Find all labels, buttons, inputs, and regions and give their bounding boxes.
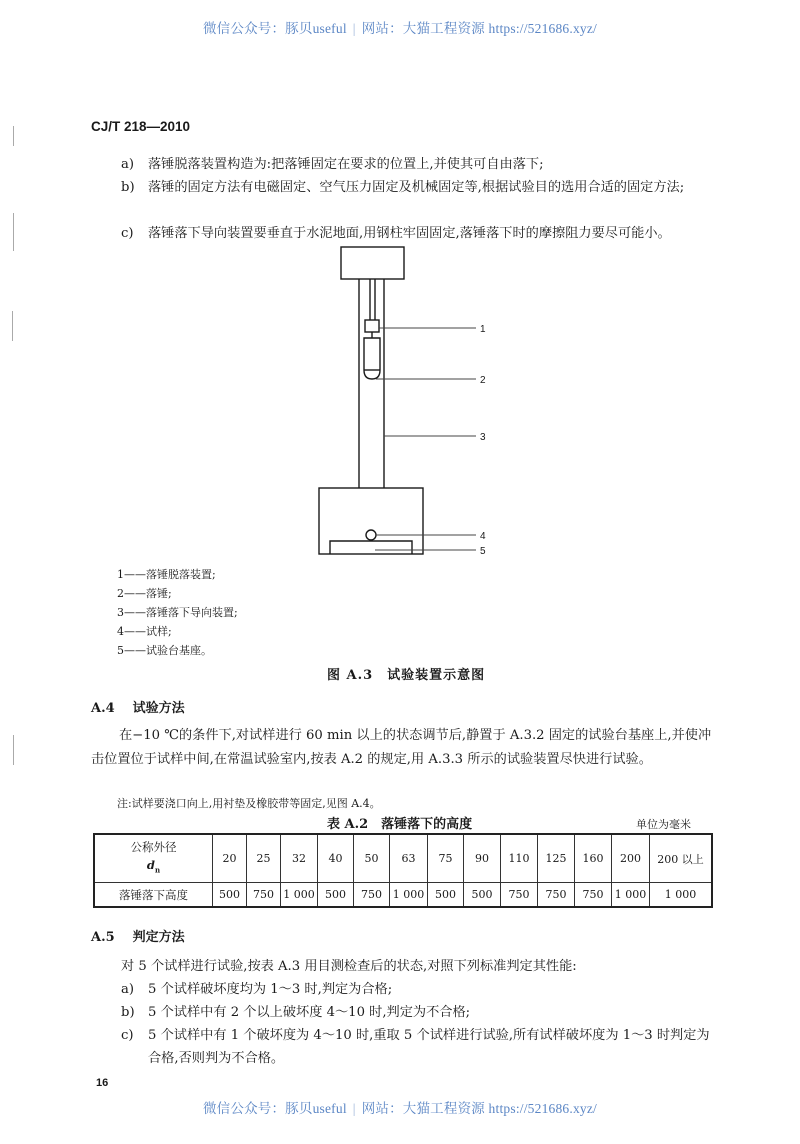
- item-label: a): [121, 157, 135, 172]
- item-text: 落锤落下导向装置要垂直于水泥地面,用钢柱牢固固定,落锤落下时的摩擦阻力要尽可能小。: [148, 226, 671, 241]
- criteria-item-c: [121, 1024, 721, 1070]
- item-label: c): [121, 226, 134, 241]
- table-cell: 1 000: [650, 883, 713, 908]
- table-cell: 750: [247, 883, 281, 908]
- criteria-item-b: [121, 1001, 721, 1024]
- table-unit: 单位为毫米: [636, 818, 691, 831]
- apparatus-item-a: [121, 153, 721, 176]
- item-text: 5 个试样破坏度均为 1～3 时,判定为合格;: [148, 982, 393, 997]
- callout-5: 5: [480, 546, 486, 557]
- margin-mark: [12, 311, 13, 341]
- legend-item-1: 1——落锤脱落装置;: [117, 568, 216, 581]
- criteria-item-a: [121, 978, 721, 1001]
- table-cell: 750: [354, 883, 390, 908]
- specimen-circle: [366, 530, 376, 540]
- section-title: 试验方法: [132, 701, 185, 716]
- item-text: 5 个试样中有 2 个以上破坏度 4～10 时,判定为不合格;: [148, 1005, 471, 1020]
- section-a5-heading: [91, 926, 185, 945]
- section-title: 判定方法: [132, 930, 185, 945]
- item-label: a): [121, 982, 135, 997]
- table-cell: 125: [538, 834, 575, 883]
- section-a4-paragraph: 在−10 ℃的条件下,对试样进行 60 min 以上的状态调节后,静置于 A.3.2 固定的试验台基座上,并使冲击位置位于试样中间,在常温试验室内,按表 A.2 的规定,用 A.3.3 所示的试验装置尽快进行试验。: [91, 728, 712, 767]
- test-bed: [330, 541, 412, 554]
- page-number: 16: [96, 1077, 109, 1089]
- watermark-wechat: 微信公众号：豚贝useful: [202, 1101, 347, 1116]
- table-cell: 63: [390, 834, 428, 883]
- table-cell: 200 以上: [650, 834, 713, 883]
- callout-2: 2: [480, 375, 486, 386]
- table-cell: 750: [501, 883, 538, 908]
- holder-part: [365, 320, 379, 332]
- watermark-separator: |: [352, 21, 356, 36]
- table-cell: 40: [318, 834, 354, 883]
- table-cell: 1 000: [390, 883, 428, 908]
- table-cell: 75: [428, 834, 464, 883]
- header-text: 公称外径: [130, 839, 177, 854]
- legend-item-2: 2——落锤;: [117, 587, 172, 600]
- callout-4: 4: [480, 531, 486, 542]
- margin-mark: [13, 213, 14, 251]
- item-text: 5 个试样中有 1 个破坏度为 4～10 时,重取 5 个试样进行试验,所有试样破坏度为 1～3 时判定为合格,否则判为不合格。: [148, 1028, 710, 1066]
- table-cell: 160: [575, 834, 612, 883]
- table-cell: 750: [575, 883, 612, 908]
- item-label: c): [121, 1028, 134, 1043]
- item-label: b): [121, 1005, 135, 1020]
- legend-item-5: 5——试验台基座。: [117, 644, 212, 657]
- table-cell: 500: [213, 883, 247, 908]
- standard-code: CJ/T 218—2010: [91, 119, 191, 134]
- section-a4-heading: [91, 697, 185, 716]
- table-cell: 1 000: [612, 883, 650, 908]
- table-cell: 200: [612, 834, 650, 883]
- table-cell: 32: [281, 834, 318, 883]
- base-enclosure: [319, 488, 423, 554]
- section-number: A.4: [91, 701, 115, 716]
- table-cell: 20: [213, 834, 247, 883]
- figure-caption: 图 A.3 试验装置示意图: [327, 668, 486, 683]
- table-row-height: [94, 883, 712, 908]
- legend-item-4: 4——试样;: [117, 625, 172, 638]
- table-row-diameter: [94, 834, 712, 883]
- item-text: 落锤的固定方法有电磁固定、空气压力固定及机械固定等,根据试验目的选用合适的固定方法;: [148, 180, 685, 195]
- section-number: A.5: [91, 930, 115, 945]
- drop-hammer: [364, 338, 380, 379]
- table-cell: 90: [464, 834, 501, 883]
- table-cell: 25: [247, 834, 281, 883]
- apparatus-diagram: [300, 240, 500, 565]
- margin-mark: [13, 126, 14, 146]
- section-a5-intro: 对 5 个试样进行试验,按表 A.3 用目测检查后的状态,对照下列标准判定其性能:: [121, 959, 577, 974]
- margin-mark: [13, 735, 14, 765]
- release-device-box: [341, 247, 404, 279]
- bottom-watermark: [0, 1097, 800, 1117]
- watermark-wechat: 微信公众号：豚贝useful: [202, 21, 347, 36]
- table-cell: 500: [464, 883, 501, 908]
- table-cell: 500: [318, 883, 354, 908]
- watermark-separator: |: [352, 1101, 356, 1116]
- drop-height-table: [93, 833, 713, 908]
- row-header-height: 落锤落下高度: [94, 883, 213, 908]
- table-cell: 50: [354, 834, 390, 883]
- callout-3: 3: [480, 432, 486, 443]
- table-cell: 1 000: [281, 883, 318, 908]
- watermark-site[interactable]: 网站：大猫工程资源 https://521686.xyz/: [361, 1101, 597, 1116]
- watermark-site[interactable]: 网站：大猫工程资源 https://521686.xyz/: [361, 21, 597, 36]
- item-label: b): [121, 180, 135, 195]
- item-text: 落锤脱落装置构造为:把落锤固定在要求的位置上,并使其可自由落下;: [148, 157, 544, 172]
- table-caption: 表 A.2 落锤落下的高度: [327, 817, 473, 832]
- table-cell: 500: [428, 883, 464, 908]
- apparatus-item-b: [121, 176, 721, 199]
- section-a4-note: 注:试样要浇口向上,用衬垫及橡胶带等固定,见图 A.4。: [117, 797, 381, 810]
- legend-item-3: 3——落锤落下导向装置;: [117, 606, 238, 619]
- dn-symbol: $d_n$: [146, 857, 161, 875]
- callout-1: 1: [480, 324, 486, 335]
- top-watermark: [0, 17, 800, 37]
- row-header-diameter: [94, 834, 213, 883]
- table-cell: 110: [501, 834, 538, 883]
- table-cell: 750: [538, 883, 575, 908]
